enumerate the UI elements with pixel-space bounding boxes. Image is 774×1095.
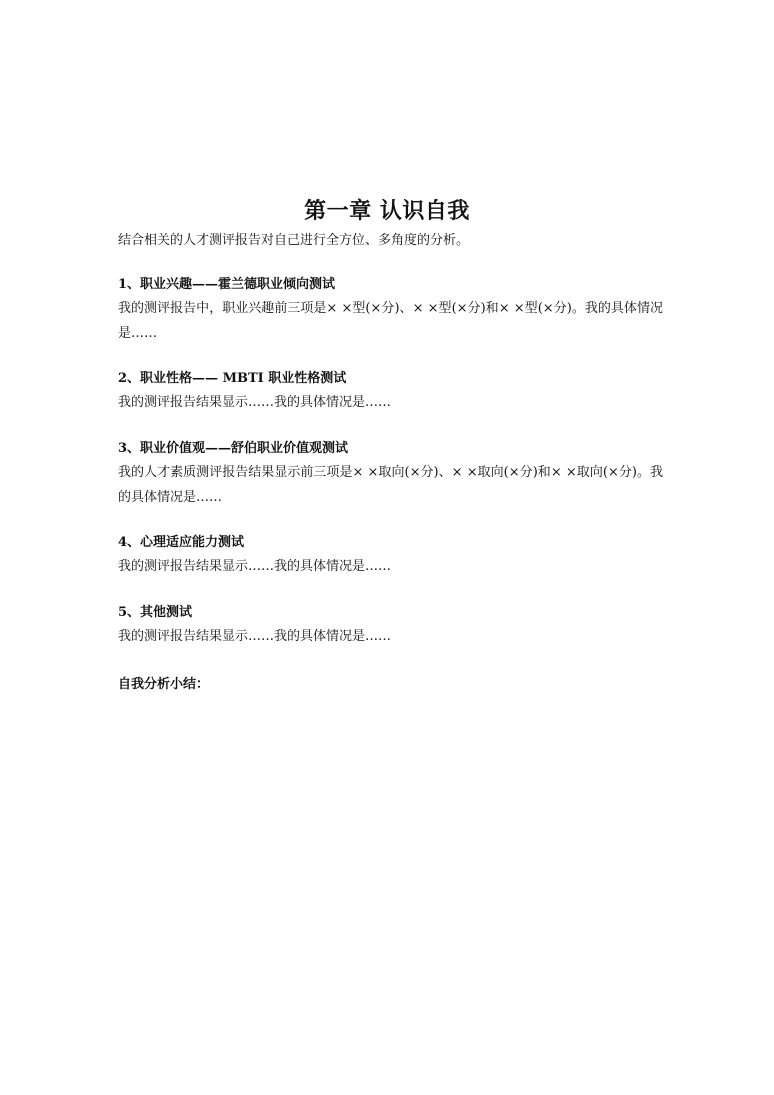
intro-paragraph: 结合相关的人才测评报告对自己进行全方位、多角度的分析。 [118,233,470,248]
section-body: 我的测评报告结果显示……我的具体情况是…… [118,629,392,644]
section-body: 我的测评报告中，职业兴趣前三项是× ×型(×分)、× ×型(×分)和× ×型(×分)。我的具体情况是…… [118,301,663,341]
section-body: 我的测评报告结果显示……我的具体情况是…… [118,395,392,410]
section-career-personality [118,368,663,415]
section-body: 我的人才素质测评报告结果显示前三项是× ×取向(×分)、× ×取向(×分)和× ×取向(×分)。我的具体情况是…… [118,465,663,505]
section-heading: 1、职业兴趣——霍兰德职业倾向测试 [118,277,336,292]
self-analysis-summary-label: 自我分析小结： [118,677,210,692]
section-body: 我的测评报告结果显示……我的具体情况是…… [118,559,392,574]
section-career-interest [118,274,663,346]
section-heading: 4、心理适应能力测试 [118,535,245,550]
section-other-tests [118,602,663,649]
section-psychological-adaptability [118,532,663,579]
section-heading: 5、其他测试 [118,605,193,620]
section-career-values [118,438,663,510]
chapter-title: 第一章 认识自我 [304,198,470,224]
section-heading: 3、职业价值观——舒伯职业价值观测试 [118,441,349,456]
section-heading: 2、职业性格—— MBTI 职业性格测试 [118,371,347,386]
